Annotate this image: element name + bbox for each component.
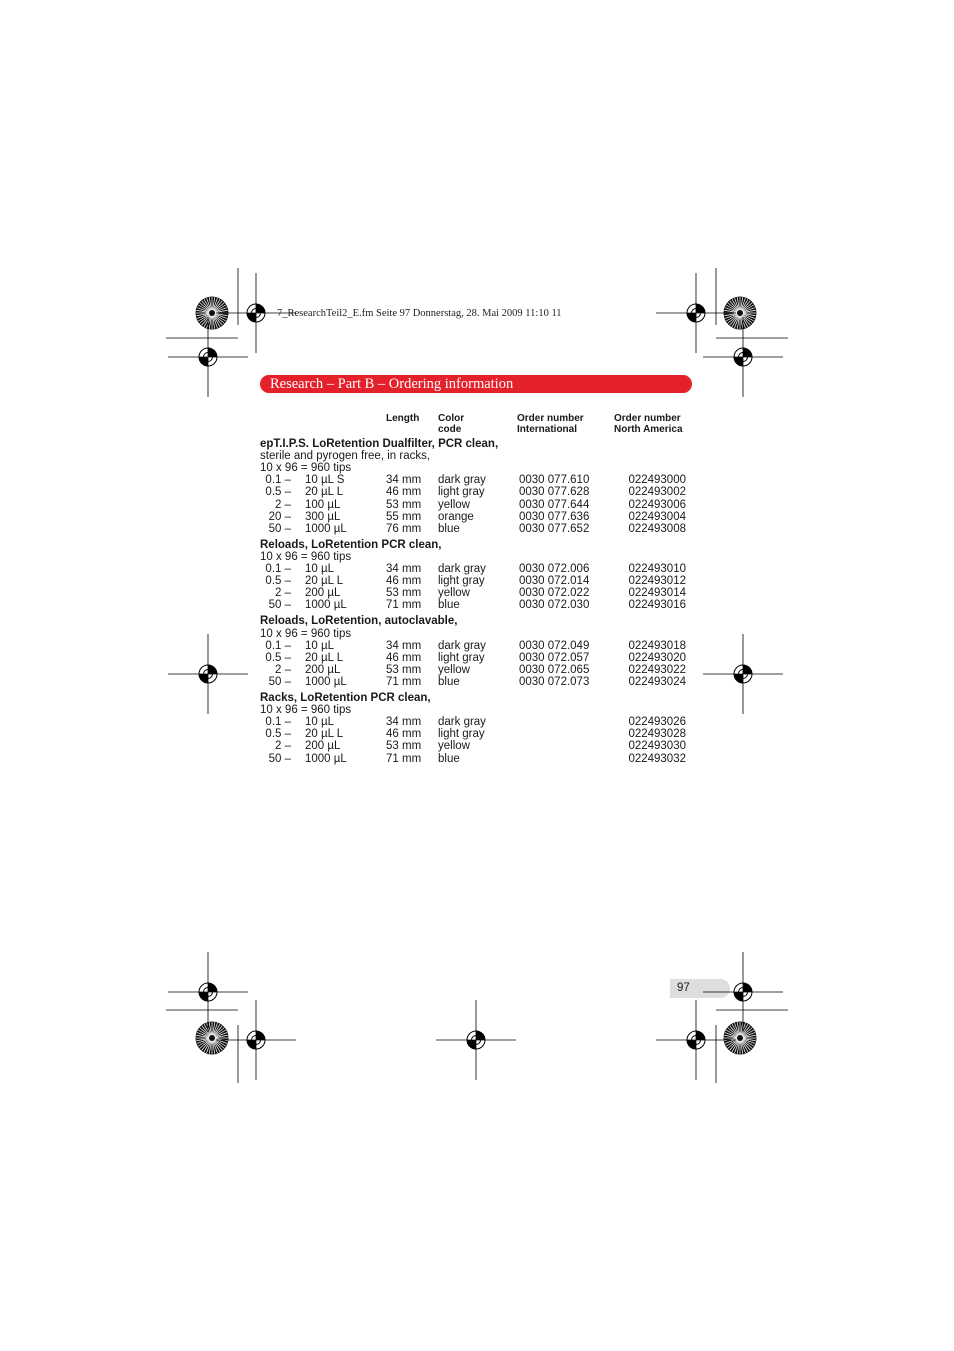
order-number-north-america: 022493014 [628, 587, 686, 600]
crosshair-target-icon [703, 634, 783, 714]
order-number-north-america: 022493012 [628, 575, 686, 588]
order-number-north-america: 022493032 [628, 752, 686, 765]
length-value: 34 mm [386, 639, 422, 652]
page-number: 97 [677, 982, 690, 994]
group-subtitle: sterile and pyrogen free, in racks, [260, 450, 431, 463]
volume-from: 0.5 – [265, 486, 291, 499]
crosshair-target-icon [168, 634, 248, 714]
volume-from: 50 – [268, 752, 291, 765]
length-value: 53 mm [386, 498, 422, 511]
length-value: 46 mm [386, 728, 422, 741]
volume-to: 1000 µL [305, 752, 347, 765]
order-number-international: 0030 077.636 [519, 510, 590, 523]
order-number-international: 0030 077.652 [519, 522, 590, 535]
length-value: 46 mm [386, 575, 422, 588]
volume-from: 2 – [275, 587, 291, 600]
volume-from: 2 – [275, 498, 291, 511]
column-length-header: Length [386, 413, 420, 424]
order-number-north-america: 022493008 [628, 522, 686, 535]
order-number-international: 0030 072.006 [519, 563, 590, 575]
volume-to: 300 µL [305, 510, 341, 523]
order-number-north-america: 022493016 [628, 599, 686, 612]
color-code-value: blue [438, 752, 460, 765]
volume-to: 10 µL S [305, 474, 345, 487]
length-value: 46 mm [386, 651, 422, 664]
color-code-value: blue [438, 599, 460, 612]
length-value: 71 mm [386, 675, 422, 688]
group-title: Racks, LoRetention PCR clean, [260, 692, 431, 704]
group-subtitle: 10 x 96 = 960 tips [260, 704, 352, 717]
volume-to: 200 µL [305, 663, 341, 676]
group-subtitle: 10 x 96 = 960 tips [260, 462, 352, 475]
group-subtitle: 10 x 96 = 960 tips [260, 627, 352, 640]
order-number-international: 0030 072.057 [519, 651, 590, 664]
column-order-intl-header: Order number International [517, 413, 584, 435]
color-code-value: light gray [438, 728, 485, 741]
volume-from: 0.5 – [265, 651, 291, 664]
crosshair-target-icon [436, 1000, 516, 1080]
volume-to: 200 µL [305, 587, 341, 600]
length-value: 76 mm [386, 522, 422, 535]
volume-from: 0.1 – [265, 563, 291, 575]
volume-to: 20 µL L [305, 575, 344, 588]
color-code-value: dark gray [438, 639, 486, 652]
section-title-bar: Research – Part B – Ordering information [260, 375, 692, 393]
order-number-north-america: 022493018 [628, 639, 686, 652]
order-number-international: 0030 072.065 [519, 663, 590, 676]
volume-to: 10 µL [305, 716, 335, 729]
length-value: 53 mm [386, 740, 422, 753]
color-code-value: yellow [438, 663, 470, 676]
group-title: epT.I.P.S. LoRetention Dualfilter, PCR clean, [260, 438, 499, 450]
volume-to: 1000 µL [305, 522, 347, 535]
volume-from: 2 – [275, 663, 291, 676]
color-code-value: blue [438, 522, 460, 535]
length-value: 34 mm [386, 716, 422, 729]
length-value: 46 mm [386, 486, 422, 499]
volume-from: 0.5 – [265, 728, 291, 741]
volume-from: 2 – [275, 740, 291, 753]
crosshair-target-icon [168, 317, 248, 397]
order-number-north-america: 022493028 [628, 728, 686, 741]
order-number-north-america: 022493000 [628, 474, 686, 487]
volume-to: 10 µL [305, 563, 335, 575]
length-value: 71 mm [386, 599, 422, 612]
volume-to: 20 µL L [305, 486, 344, 499]
volume-to: 1000 µL [305, 599, 347, 612]
length-value: 34 mm [386, 563, 422, 575]
order-number-international: 0030 072.049 [519, 639, 590, 652]
volume-to: 200 µL [305, 740, 341, 753]
volume-to: 100 µL [305, 498, 341, 511]
color-code-value: orange [438, 510, 474, 523]
order-number-north-america: 022493030 [628, 740, 686, 753]
order-number-international: 0030 072.022 [519, 587, 590, 600]
order-number-north-america: 022493020 [628, 651, 686, 664]
volume-to: 10 µL [305, 639, 335, 652]
crosshair-target-icon [656, 1000, 736, 1080]
column-color-header: Color code [438, 413, 465, 435]
volume-to: 1000 µL [305, 675, 347, 688]
order-number-international: 0030 072.014 [519, 575, 590, 588]
color-code-value: blue [438, 675, 460, 688]
volume-to: 20 µL L [305, 728, 344, 741]
crosshair-target-icon [216, 1000, 296, 1080]
volume-to: 20 µL L [305, 651, 344, 664]
order-number-international: 0030 077.644 [519, 498, 590, 511]
order-number-north-america: 022493010 [628, 563, 686, 575]
order-number-north-america: 022493004 [628, 510, 686, 523]
volume-from: 50 – [268, 599, 291, 612]
color-code-value: yellow [438, 498, 470, 511]
group-title: Reloads, LoRetention PCR clean, [260, 538, 442, 551]
order-number-north-america: 022493002 [628, 486, 686, 499]
crosshair-target-icon [703, 317, 783, 397]
volume-from: 0.1 – [265, 474, 291, 487]
order-number-north-america: 022493006 [628, 498, 686, 511]
group-title: Reloads, LoRetention, autoclavable, [260, 615, 458, 628]
color-code-value: light gray [438, 651, 485, 664]
length-value: 34 mm [386, 474, 422, 487]
order-number-international: 0030 077.628 [519, 486, 590, 499]
length-value: 53 mm [386, 587, 422, 600]
column-order-na-header: Order number North America [614, 413, 683, 435]
color-code-value: dark gray [438, 563, 486, 575]
order-number-international: 0030 077.610 [519, 474, 590, 487]
color-code-value: yellow [438, 587, 470, 600]
volume-from: 50 – [268, 675, 291, 688]
length-value: 71 mm [386, 752, 422, 765]
color-code-value: dark gray [438, 716, 486, 729]
volume-from: 50 – [268, 522, 291, 535]
order-number-north-america: 022493024 [628, 675, 686, 688]
order-number-international: 0030 072.073 [519, 675, 590, 688]
group-subtitle: 10 x 96 = 960 tips [260, 550, 352, 563]
volume-from: 0.1 – [265, 716, 291, 729]
color-code-value: light gray [438, 486, 485, 499]
length-value: 55 mm [386, 510, 422, 523]
color-code-value: light gray [438, 575, 485, 588]
order-number-north-america: 022493026 [628, 716, 686, 729]
print-header: 7_ResearchTeil2_E.fm Seite 97 Donnerstag, 28. Mai 2009 11:10 11 [277, 308, 562, 319]
length-value: 53 mm [386, 663, 422, 676]
order-number-international: 0030 072.030 [519, 599, 590, 612]
volume-from: 0.5 – [265, 575, 291, 588]
volume-from: 20 – [268, 510, 291, 523]
color-code-value: dark gray [438, 474, 486, 487]
color-code-value: yellow [438, 740, 470, 753]
order-number-north-america: 022493022 [628, 663, 686, 676]
volume-from: 0.1 – [265, 639, 291, 652]
